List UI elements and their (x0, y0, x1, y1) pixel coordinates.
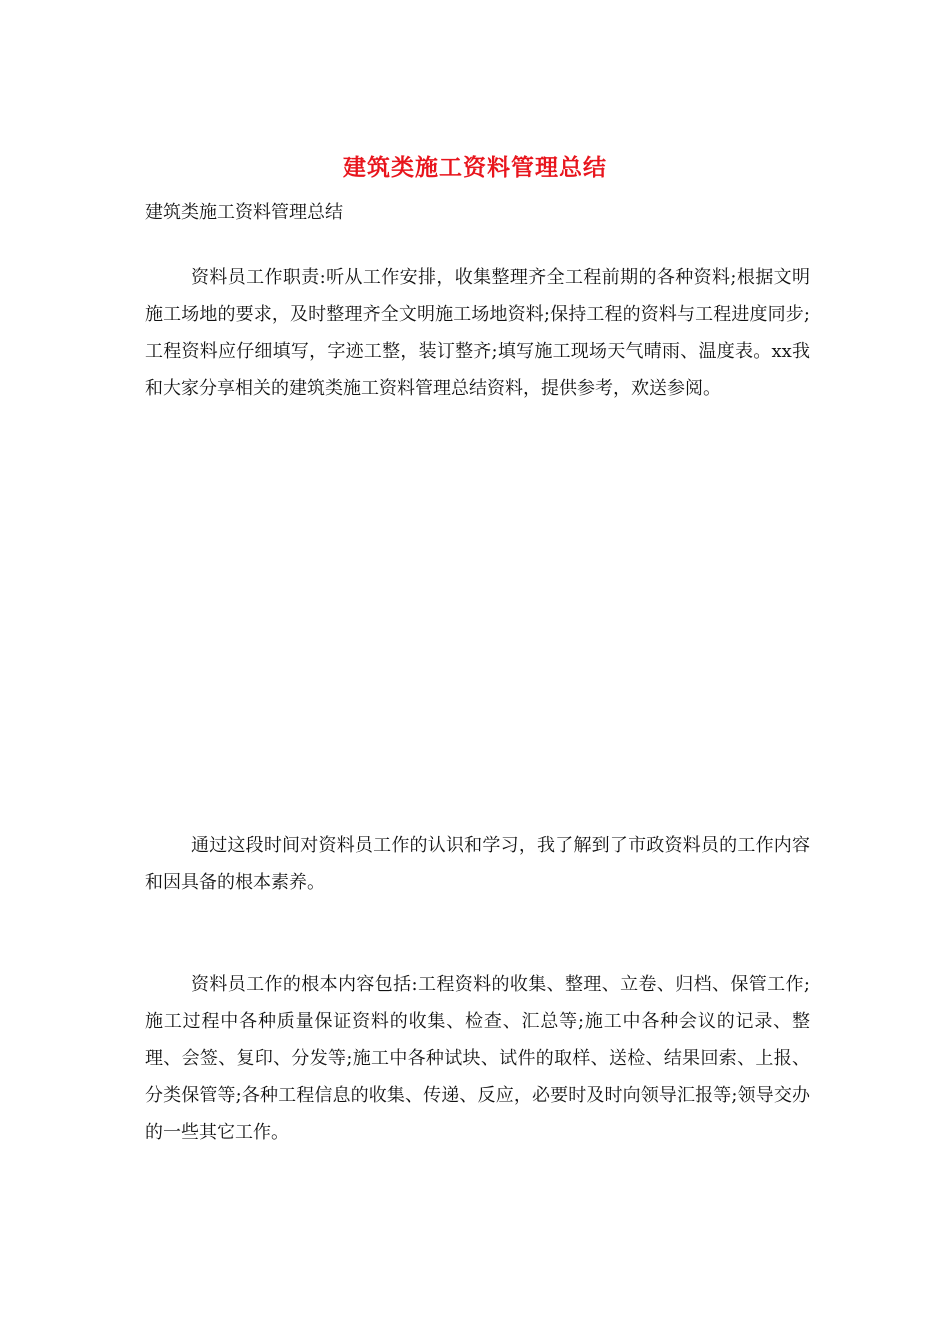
paragraph-job-duties: 资料员工作职责:听从工作安排，收集整理齐全工程前期的各种资料;根据文明施工场地的要求，及时整理齐全文明施工场地资料;保持工程的资料与工程进度同步;工程资料应仔细填写，字迹工整，装订整齐;填写施工现场天气晴雨、温度表。xx我和大家分享相关的建筑类施工资料管理总结资料，提供参考，欢送参阅。 (145, 267, 810, 399)
paragraph-learning: 通过这段时间对资料员工作的认识和学习，我了解到了市政资料员的工作内容和因具备的根本素养。 (145, 835, 810, 893)
paragraph-work-content: 资料员工作的根本内容包括:工程资料的收集、整理、立卷、归档、保管工作;施工过程中各种质量保证资料的收集、检查、汇总等;施工中各种会议的记录、整理、会签、复印、分发等;施工中各种试块、试件的取样、送检、结果回索、上报、分类保管等;各种工程信息的收集、传递、反应，必要时及时向领导汇报等;领导交办的一些其它工作。 (145, 974, 810, 1143)
document-title: 建筑类施工资料管理总结 (343, 154, 607, 181)
document-subtitle: 建筑类施工资料管理总结 (145, 202, 343, 223)
